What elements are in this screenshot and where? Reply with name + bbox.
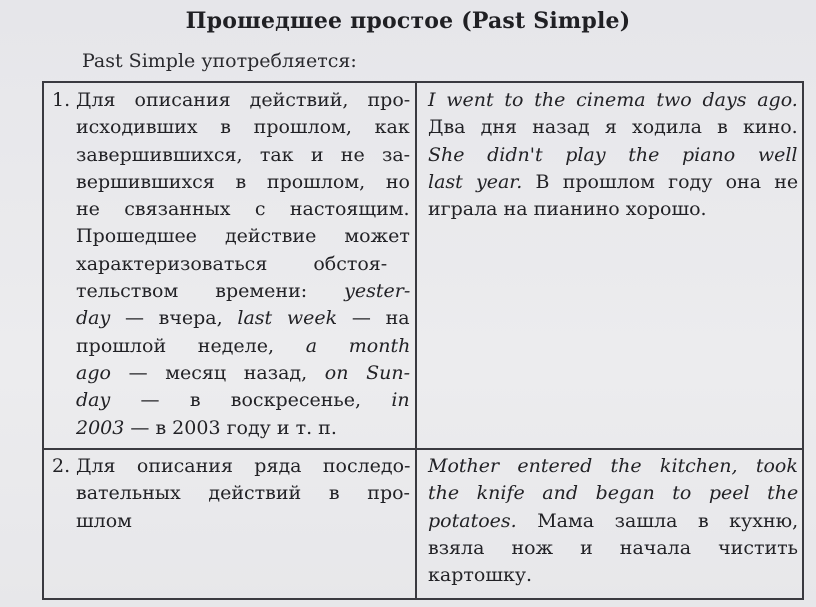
italic-run: a month: [305, 334, 411, 357]
text-run: играла на пианино хорошо.: [428, 198, 707, 221]
text-run: прошлой неделе,: [76, 334, 306, 357]
line-text: [76, 169, 410, 196]
usage-table: [42, 81, 804, 600]
rule-line: [52, 480, 410, 507]
italic-run: day: [76, 389, 111, 412]
line-text: [76, 305, 410, 332]
example-line: [428, 196, 798, 223]
italic-run: potatoes.: [428, 509, 517, 532]
rule-line: [52, 87, 410, 114]
text-run: — в 2003 году и т. п.: [124, 416, 337, 439]
line-text: [428, 535, 798, 562]
text-run: характеризоваться обстоя-: [76, 252, 388, 275]
line-text: [76, 278, 410, 305]
text-run: — на: [337, 307, 410, 330]
example-line: [428, 453, 798, 480]
rule-cell-1: [52, 87, 410, 442]
text-run: тельством времени:: [76, 280, 345, 303]
italic-run: Mother entered the kitchen, took: [428, 455, 798, 477]
rule-line: [52, 387, 410, 414]
example-cell-1: [428, 87, 798, 223]
line-text: [428, 453, 798, 480]
line-text: [76, 480, 410, 507]
example-line: [428, 142, 798, 169]
line-text: [428, 169, 798, 196]
text-run: — в воскресенье,: [110, 389, 392, 412]
text-run: вательных действий в про-: [76, 482, 410, 505]
text-run: не связанных с настоящим.: [76, 198, 410, 221]
example-line: [428, 87, 798, 114]
italic-run: 2003: [76, 416, 125, 439]
rule-line: [52, 251, 410, 278]
rule-line: [52, 415, 410, 442]
italic-run: I went to the cinema two days ago.: [428, 89, 798, 111]
text-run: Два дня назад я ходила в кино.: [428, 116, 798, 139]
line-text: [76, 114, 410, 141]
example-line: [428, 480, 798, 507]
rule-line: [52, 196, 410, 223]
italic-run: last year.: [428, 170, 523, 193]
line-text: [76, 87, 410, 114]
line-text: [76, 387, 410, 414]
text-run: — вчера,: [110, 307, 238, 330]
italic-run: the knife and began to peel the: [428, 482, 799, 505]
rule-line: [52, 278, 410, 305]
row-number: 1.: [52, 89, 71, 111]
line-text: [76, 333, 410, 360]
line-text: [428, 480, 798, 507]
rule-line: [52, 453, 410, 480]
text-run: Для описания действий, про-: [76, 89, 411, 111]
line-text: [428, 196, 707, 223]
rule-line: [52, 169, 410, 196]
text-run: картошку.: [428, 564, 533, 587]
rule-text-2: [52, 453, 410, 535]
example-text-2: [428, 453, 798, 589]
text-run: вершившихся в прошлом, но: [76, 170, 410, 193]
rule-line: [52, 305, 410, 332]
line-text: [428, 142, 798, 169]
rule-line: [52, 142, 410, 169]
example-line: [428, 535, 798, 562]
italic-run: on Sun-: [324, 361, 411, 384]
italic-run: last week: [237, 307, 338, 330]
line-text: [428, 114, 798, 141]
line-text: [428, 87, 798, 114]
text-run: — месяц назад,: [110, 361, 325, 384]
line-text: [76, 196, 410, 223]
text-run: Прошедшее действие может: [76, 225, 410, 248]
italic-run: yester-: [344, 280, 411, 303]
example-line: [428, 114, 798, 141]
rule-line: [52, 360, 410, 387]
italic-run: ago: [76, 361, 111, 384]
row-divider: [44, 448, 802, 450]
line-text: [76, 360, 410, 387]
line-text: [428, 562, 532, 589]
text-run: взяла нож и начала чистить: [428, 536, 799, 559]
example-text-1: [428, 87, 798, 223]
rule-text-1: [52, 87, 410, 442]
rule-line: [52, 333, 410, 360]
text-run: В прошлом году она не: [522, 170, 799, 193]
line-text: [76, 453, 410, 480]
line-text: [76, 223, 410, 250]
text-run: Мама зашла в кухню,: [516, 509, 799, 532]
line-text: [76, 508, 132, 535]
column-divider: [415, 83, 417, 598]
text-run: исходивших в прошлом, как: [76, 116, 410, 139]
line-text: [76, 251, 387, 278]
text-run: шлом: [76, 509, 132, 532]
text-run: завершившихся, так и не за-: [76, 143, 411, 166]
example-line: [428, 169, 798, 196]
rule-line: [52, 508, 410, 535]
example-cell-2: [428, 453, 798, 589]
rule-cell-2: [52, 453, 410, 535]
line-text: [76, 142, 410, 169]
line-text: [428, 508, 798, 535]
italic-run: in: [391, 389, 410, 412]
italic-run: She didn't play the piano well: [428, 143, 798, 166]
text-run: Для описания ряда последо-: [76, 455, 411, 477]
row-number: 2.: [52, 455, 71, 477]
line-text: [76, 415, 337, 442]
rule-line: [52, 223, 410, 250]
page-title: Прошедшее простое (Past Simple): [185, 8, 631, 34]
example-line: [428, 508, 798, 535]
rule-line: [52, 114, 410, 141]
example-line: [428, 562, 798, 589]
italic-run: day: [76, 307, 111, 330]
table-intro: Past Simple употребляется:: [82, 50, 357, 72]
